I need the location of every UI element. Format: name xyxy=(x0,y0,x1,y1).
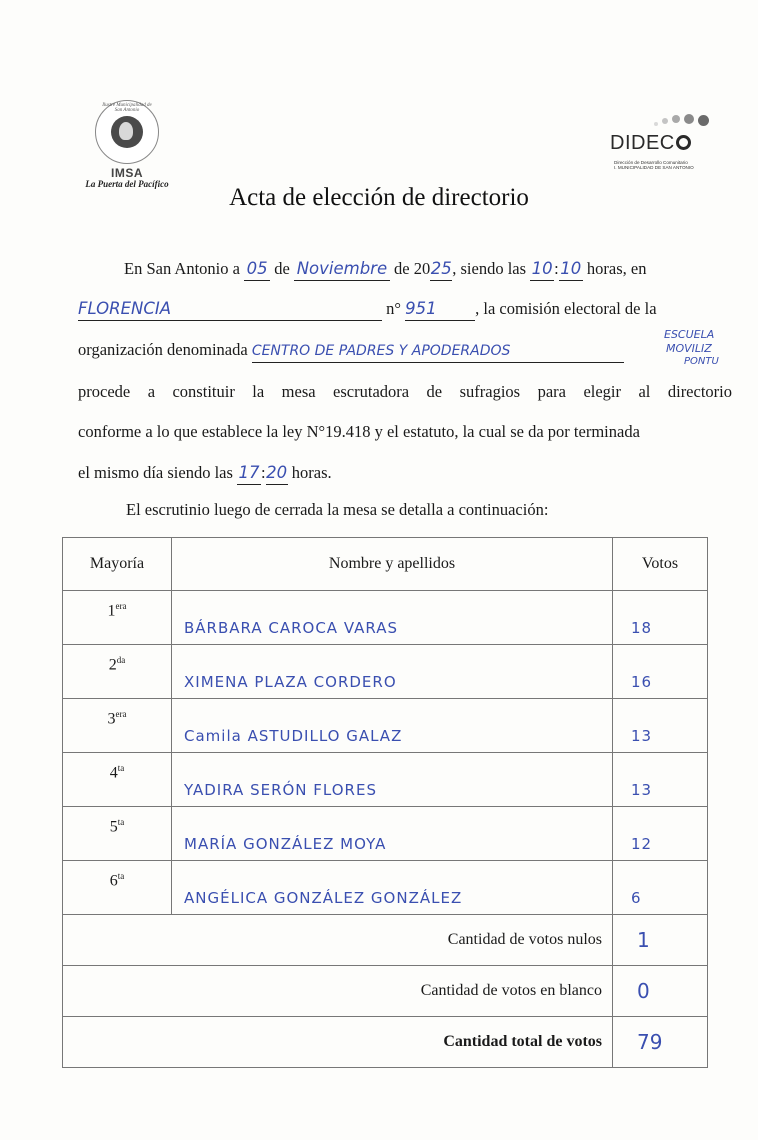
hw-day: 05 xyxy=(244,258,270,281)
seal-ring-text: Ilustre Municipalidad de San Antonio xyxy=(102,103,152,113)
votes-cell: 18 xyxy=(613,591,708,645)
hw-org-extra3: PONTU xyxy=(684,356,719,367)
dideco-subtitle: Dirección de Desarrollo Comunitario I. MUNICIPALIDAD DE SAN ANTONIO xyxy=(614,160,694,170)
name-cell: XIMENA PLAZA CORDERO xyxy=(172,645,613,699)
name-cell: Camila ASTUDILLO GALAZ xyxy=(172,699,613,753)
table-row xyxy=(63,753,708,807)
table-header-row xyxy=(63,538,708,591)
header-rank: Mayoría xyxy=(63,538,172,591)
hw-org-extra2: MOVILIZ xyxy=(666,342,712,355)
header-votes: Votos xyxy=(613,538,708,591)
imsa-logo xyxy=(72,100,182,189)
hw-year: 25 xyxy=(430,258,452,281)
votes-cell: 16 xyxy=(613,645,708,699)
total-votes-value: 79 xyxy=(613,1017,708,1068)
total-votes-row xyxy=(63,1017,708,1068)
name-cell: ANGÉLICA GONZÁLEZ GONZÁLEZ xyxy=(172,861,613,915)
rank-cell: $3^{era}$ xyxy=(63,699,172,753)
total-votes-label: Cantidad total de votos xyxy=(63,1017,613,1068)
hw-street: FLORENCIA xyxy=(78,298,382,321)
imsa-name: IMSA xyxy=(111,166,143,180)
document-title: Acta de elección de directorio xyxy=(229,184,529,211)
hw-org-extra1: ESCUELA xyxy=(664,328,715,341)
name-cell: YADIRA SERÓN FLORES xyxy=(172,753,613,807)
name-cell: MARÍA GONZÁLEZ MOYA xyxy=(172,807,613,861)
votes-cell: 13 xyxy=(613,753,708,807)
hw-end-hour: 17 xyxy=(237,462,261,485)
hw-minute: 10 xyxy=(559,258,583,281)
paragraph-2: El escrutinio luego de cerrada la mesa se detalla a continuación: xyxy=(126,500,549,519)
line-1: En San Antonio a 05 de Noviembre de 2025, siendo las 10:10 horas, en xyxy=(124,258,646,281)
results-table xyxy=(62,537,708,1068)
hw-end-minute: 20 xyxy=(266,462,288,485)
hw-hour: 10 xyxy=(530,258,554,281)
hw-number: 951 xyxy=(405,298,475,321)
dots-icon xyxy=(654,112,714,132)
rank-cell: $4^{ta}$ xyxy=(63,753,172,807)
line-5: conforme a lo que establece la ley N°19.418 y el estatuto, la cual se da por terminada xyxy=(78,422,640,441)
table-row xyxy=(63,591,708,645)
rank-cell: $5^{ta}$ xyxy=(63,807,172,861)
imsa-tagline: La Puerta del Pacífico xyxy=(85,179,169,189)
blank-votes-label: Cantidad de votos en blanco xyxy=(63,966,613,1017)
line-6: el mismo día siendo las 17:20 horas. xyxy=(78,462,332,485)
municipal-seal-icon xyxy=(95,100,159,164)
rank-cell: $1^{era}$ xyxy=(63,591,172,645)
table-row xyxy=(63,645,708,699)
name-cell: BÁRBARA CAROCA VARAS xyxy=(172,591,613,645)
null-votes-value: 1 xyxy=(613,915,708,966)
votes-cell: 12 xyxy=(613,807,708,861)
table-row xyxy=(63,699,708,753)
votes-cell: 6 xyxy=(613,861,708,915)
blank-votes-row xyxy=(63,966,708,1017)
table-row xyxy=(63,861,708,915)
dideco-wordmark: DIDEC xyxy=(610,132,691,155)
header-name: Nombre y apellidos xyxy=(172,538,613,591)
rank-cell: $2^{da}$ xyxy=(63,645,172,699)
votes-cell: 13 xyxy=(613,699,708,753)
line-4: procede a constituir la mesa escrutadora de sufragios para elegir al directorio xyxy=(78,382,732,401)
hw-month: Noviembre xyxy=(294,258,390,281)
hw-organization: CENTRO DE PADRES Y APODERADOS xyxy=(252,340,624,363)
blank-votes-value: 0 xyxy=(613,966,708,1017)
table-row xyxy=(63,807,708,861)
line-3: organización denominada CENTRO DE PADRES Y APODERADOS xyxy=(78,340,624,363)
null-votes-label: Cantidad de votos nulos xyxy=(63,915,613,966)
line-2: FLORENCIA n° 951 , la comisión electoral de la xyxy=(78,298,657,321)
null-votes-row xyxy=(63,915,708,966)
rank-cell: $6^{ta}$ xyxy=(63,861,172,915)
